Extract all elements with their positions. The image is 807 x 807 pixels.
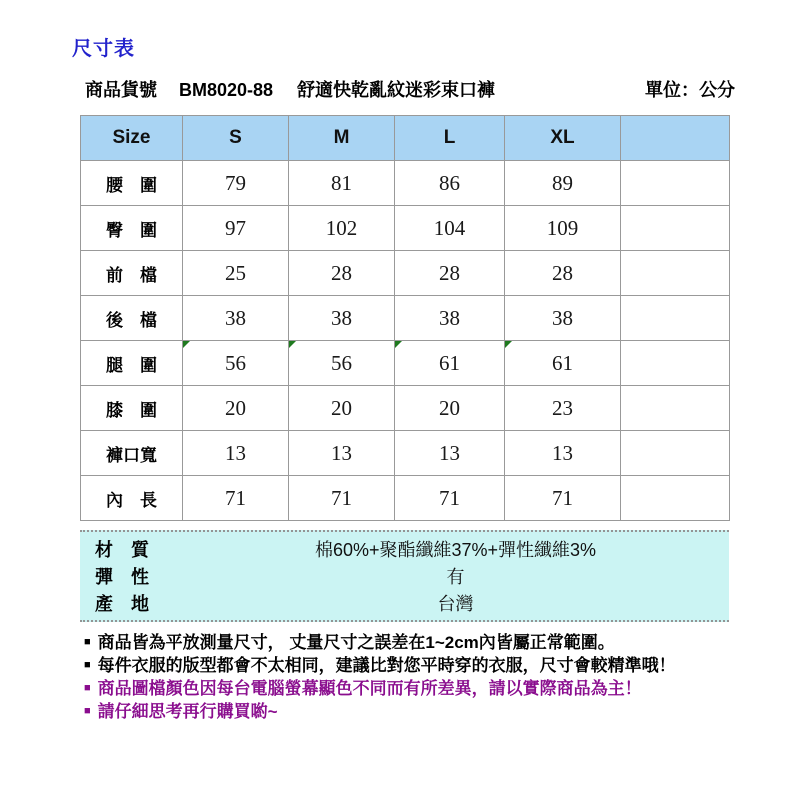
cell-value: 81: [289, 161, 395, 206]
note-text: 商品皆為平放測量尺寸， 丈量尺寸之誤差在1~2cm內皆屬正常範圍。: [97, 633, 615, 652]
row-label: 腰 圍: [81, 161, 183, 206]
note-line-3: [84, 677, 744, 700]
diagonal-cell: [621, 116, 730, 161]
info-row-material: [80, 535, 729, 562]
note-text: 請仔細思考再行購買喲~: [97, 702, 278, 721]
cell-value: 97: [183, 206, 289, 251]
row-label: 臀 圍: [81, 206, 183, 251]
table-row-leg-opening: [81, 431, 730, 476]
diagonal-cell: [621, 296, 730, 341]
cell-value: 13: [505, 431, 621, 476]
table-row-hip: [81, 206, 730, 251]
comment-marker-icon: [395, 341, 402, 348]
diagonal-cell: [621, 341, 730, 386]
material-info-box: [80, 530, 729, 622]
comment-marker-icon: [505, 341, 512, 348]
info-row-elasticity: [80, 562, 729, 589]
comment-marker-icon: [289, 341, 296, 348]
row-label: 前 檔: [81, 251, 183, 296]
cell-value: 109: [505, 206, 621, 251]
square-bullet-icon: ■: [84, 659, 91, 671]
col-header-xl: XL: [505, 116, 621, 161]
square-bullet-icon: ■: [84, 636, 91, 648]
cell-value: 79: [183, 161, 289, 206]
unit-label: 單位：公分: [645, 80, 735, 100]
cell-value: 56: [183, 341, 289, 386]
elasticity-label: 彈 性: [95, 566, 149, 587]
square-bullet-icon: ■: [84, 682, 91, 694]
note-line-1: [84, 631, 744, 654]
cell-value: 56: [289, 341, 395, 386]
cell-value: 38: [395, 296, 505, 341]
row-label: 後 檔: [81, 296, 183, 341]
product-name: 舒適快乾亂紋迷彩束口褲: [297, 80, 496, 100]
cell-value: 38: [289, 296, 395, 341]
origin-value: 台灣: [437, 593, 474, 614]
note-text: 每件衣服的版型都會不太相同，建議比對您平時穿的衣服，尺寸會較精準哦！: [97, 656, 676, 675]
col-header-l: L: [395, 116, 505, 161]
diagonal-cell: [621, 251, 730, 296]
material-label: 材 質: [95, 539, 149, 560]
cell-value: 89: [505, 161, 621, 206]
table-row-inseam: [81, 476, 730, 521]
cell-value: 61: [505, 341, 621, 386]
row-label: 腿 圍: [81, 341, 183, 386]
notes-section: [84, 631, 744, 723]
size-table: [80, 115, 730, 521]
cell-value: 38: [505, 296, 621, 341]
cell-value: 71: [289, 476, 395, 521]
note-text: 商品圖檔顏色因每台電腦螢幕顯色不同而有所差異，請以實際商品為主！: [97, 679, 642, 698]
origin-label: 產 地: [95, 593, 149, 614]
cell-value: 25: [183, 251, 289, 296]
material-value: 棉60%+聚酯纖維37%+彈性纖維3%: [314, 539, 597, 560]
table-row-knee: [81, 386, 730, 431]
cell-value: 104: [395, 206, 505, 251]
product-code: BM8020-88: [179, 80, 274, 100]
product-code-label: 商品貨號: [85, 80, 157, 100]
cell-value: 38: [183, 296, 289, 341]
table-row-front-rise: [81, 251, 730, 296]
table-row-back-rise: [81, 296, 730, 341]
row-label: 褲口寬: [81, 431, 183, 476]
cell-value: 86: [395, 161, 505, 206]
table-row-waist: [81, 161, 730, 206]
cell-value: 71: [505, 476, 621, 521]
cell-value: 61: [395, 341, 505, 386]
cell-value: 23: [505, 386, 621, 431]
diagonal-cell: [621, 161, 730, 206]
cell-value: 13: [183, 431, 289, 476]
table-row-thigh: [81, 341, 730, 386]
square-bullet-icon: ■: [84, 705, 91, 717]
cell-value: 28: [505, 251, 621, 296]
cell-value: 102: [289, 206, 395, 251]
row-label: 內 長: [81, 476, 183, 521]
note-line-2: [84, 654, 744, 677]
cell-value: 71: [183, 476, 289, 521]
col-header-m: M: [289, 116, 395, 161]
size-table-header-row: [81, 116, 730, 161]
cell-value: 71: [395, 476, 505, 521]
row-label: 膝 圍: [81, 386, 183, 431]
diagonal-cell: [621, 386, 730, 431]
cell-value: 20: [289, 386, 395, 431]
product-header: [85, 76, 735, 102]
comment-marker-icon: [183, 341, 190, 348]
cell-value: 28: [289, 251, 395, 296]
cell-value: 13: [289, 431, 395, 476]
col-header-size: Size: [81, 116, 183, 161]
info-row-origin: [80, 589, 729, 616]
diagonal-cell: [621, 206, 730, 251]
elasticity-value: 有: [446, 566, 465, 587]
cell-value: 20: [395, 386, 505, 431]
diagonal-cell: [621, 476, 730, 521]
diagonal-cell: [621, 431, 730, 476]
note-line-4: [84, 700, 744, 723]
page-title: 尺寸表: [72, 38, 135, 60]
cell-value: 20: [183, 386, 289, 431]
cell-value: 28: [395, 251, 505, 296]
col-header-s: S: [183, 116, 289, 161]
cell-value: 13: [395, 431, 505, 476]
